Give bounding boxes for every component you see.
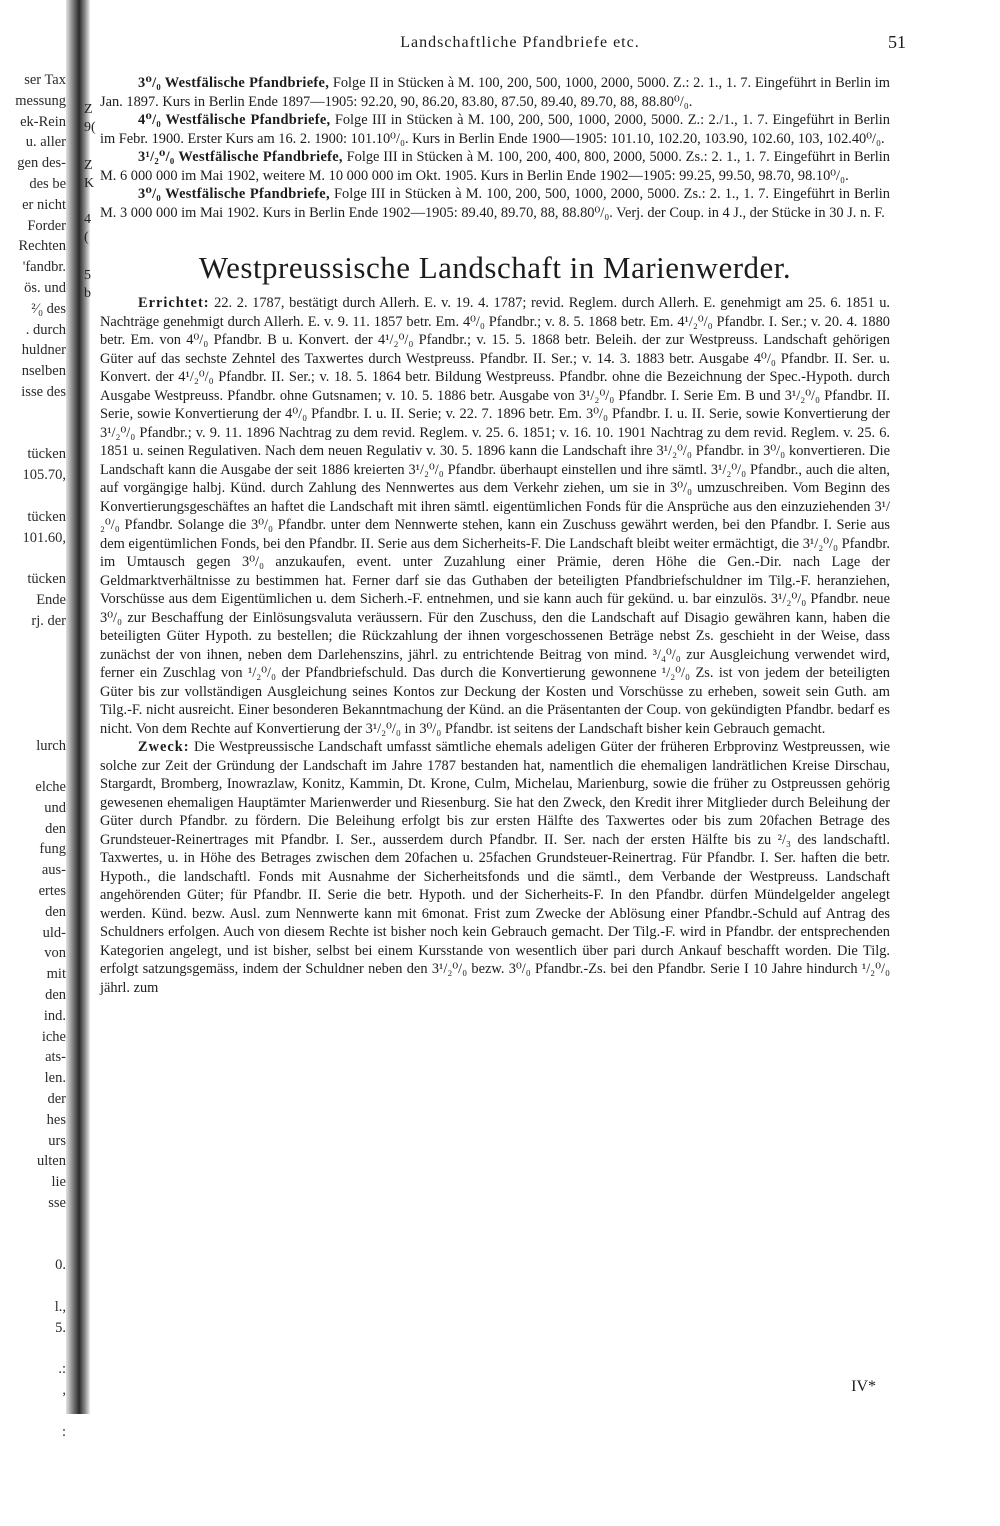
entry-westf-4pct-folge3	[100, 111, 890, 148]
previous-page-fragment: 105.70,	[22, 467, 66, 484]
previous-page-fragment: 5.	[55, 1319, 66, 1336]
running-title: Landschaftliche Pfandbriefe etc.	[400, 34, 640, 51]
previous-page-fragment: fung	[39, 841, 66, 858]
previous-page-fragment	[0, 1235, 66, 1256]
previous-page-fragment	[0, 403, 66, 424]
errichtet-label: Errichtet:	[138, 295, 210, 311]
previous-page-fragment: urs	[48, 1132, 66, 1149]
previous-page-fragment: .:	[58, 1361, 66, 1378]
previous-page-fragment: tücken	[27, 508, 66, 525]
previous-page-fragment	[0, 673, 66, 694]
margin-fragment: (	[84, 230, 89, 245]
entry-westf-3pct-folge3	[100, 185, 890, 222]
previous-page-fragment: gen des-	[17, 155, 66, 172]
page-content	[100, 74, 890, 997]
previous-page-fragment: und	[44, 799, 66, 816]
previous-page-fragment	[0, 632, 66, 653]
previous-page-fragment: huldner	[21, 342, 66, 359]
errichtet-text: 22. 2. 1787, bestätigt durch Allerh. E. v. 19. 4. 1787; revid. Reglem. durch Allerh. E. genehmigt am 25. 6. 1851 u. Nachträge genehmigt durch Allerh. E. v. 9. 11. 1857 betr. Em. 4⁰/₀ Pfandbr.; v. 8. 5. 1868 betr. Em. 4¹/₂⁰/₀ Pfandbr. I. Ser.; v. 20. 4. 1880 betr. Em. von 4⁰/₀ Pfandbr. B u. Konvert. der 4¹/₂⁰/₀ Pfandbr.; v. 15. 5. 1868 betr. Beleih. der zur Westpreuss. Landschaft gehörigen Güter auf das sechste Zehntel des Taxwertes durch Westpreuss. Pfandbr. II. Ser.; v. 14. 3. 1883 betr. Ausgabe 4⁰/₀ Pfandbr. II. Ser. u. Konvert. der 4¹/₂⁰/₀ Pfandbr. II. Ser.; v. 18. 5. 1864 betr. Bildung Westpreuss. Pfandbr. ohne die Bezeichnung der Spec.-Hypoth. durch Ausgabe Westpreuss. Pfandbr. ohne Gutsnamen; v. 10. 5. 1886 betr. Ausgabe von 3¹/₂⁰/₀ Pfandbr. I. Serie Em. B und 3¹/₂⁰/₀ Pfandbr. II. Serie, sowie Konvertierung der 4⁰/₀ Pfandbr. I. u. II. Serie; v. 22. 7. 1896 betr. Em. 3⁰/₀ Pfandbr. I. u. II. Serie, sowie Konvertierung der 3¹/₂⁰/₀ Pfandbr.; v. 9. 11. 1896 Nachtrag zu dem revid. Reglem. v. 25. 6. 1851; v. 16. 10. 1901 Nachtrag zu dem revid. Reglem. v. 25. 6. 1851 u. seinen Regulativen. Nach dem neuen Regulativ v. 30. 5. 1896 kann die Landschaft ihre 3¹/₂⁰/₀ Pfandbr. in 3⁰/₀ konvertieren. Die Landschaft kann die Ausgabe der seit 1886 kreierten 3¹/₂⁰/₀ Pfandbr. überhaupt einstellen und ihre sämtl. 3¹/₂⁰/₀ Pfandbr., auch die alten, auf vorgängige halbj. Künd. durch Zahlung des Nennwertes aus dem Verkehr ziehen, um sie in 3⁰/₀ umzuschreiben. Vom Beginn des Konvertierungsgeschäftes an haftet die Landschaft mit ihren sämtl. eigentümlichen Fonds für die Ansprüche aus den einzuziehenden 3¹/₂⁰/₀ Pfandbr. Solange die 3⁰/₀ Pfandbr. unter dem Nennwerte stehen, kann ein Zuschuss gewährt werden, bei den Pfandbr. I. Serie aus dem eigentümlichen Fonds, bei den Pfandbr. II. Serie aus dem Sicherheits-F. Die Landschaft bleibt weiter ermächtigt, die 3¹/₂⁰/₀ Pfandbr. im Umtausch gegen 3⁰/₀ anzukaufen, event. unter Zuzahlung einer Prämie, deren Höhe die Gen.-Dir. nach Lage der Geldmarktverhältnisse zu bestimmen hat. Ferner darf sie das Guthaben der beteiligten Pfandbriefschuldner im Tilg.-F. heranziehen, Vorschüsse aus dem Eigentümlichen u. dem Sicherh.-F. entnehmen, und sie kann auch für gekünd. u. bar einzulös. 3¹/₂⁰/₀ Pfandbr. neue 3⁰/₀ zur Beschaffung der Einlösungsvaluta veräussern. Für den Zuschuss, den die Landschaft auf Disagio gewähren kann, haben die beteiligten Güter Hypoth. zu bestellen; die Rückzahlung der ihnen vorgeschossenen Beträge nebst Zs. geschieht in der Weise, dass zunächst der von ihnen, neben dem Darlehenszins, jährl. zu entrichtende Beitrag von mind. ³/₄⁰/₀ zur Ausgleichung verwendet wird, ferner ein Zuschlag von ¹/₂⁰/₀ der Pfandbriefschuld. Das durch die Konvertierung gewonnene ¹/₂⁰/₀ Zs. ist von jedem der beteiligten Güter bis zur vollständigen Ausgleichung seines Kontos zur Deckung der Kosten und Vorschüsse zu erheben, soweit sein Guth. am Tilg.-F. nicht ausreicht. Einer besonderen Bekanntmachung der Künd. an die Präsentanten der Coup. von gekündigten Pfandbr. bedarf es nicht. Von dem Rechte auf Konvertierung der 3¹/₂⁰/₀ in 3⁰/₀ Pfandbr. ist seitens der Landschaft bisher kein Gebrauch gemacht.	[100, 295, 890, 737]
entry-westf-3half-folge3	[100, 148, 890, 185]
previous-page-fragment	[0, 756, 66, 777]
margin-fragment: 5	[84, 268, 91, 283]
previous-page-fragment: messung	[15, 92, 66, 109]
previous-page-fragment: . durch	[25, 321, 66, 338]
previous-page-fragment	[0, 1214, 66, 1235]
previous-page-fragment: :	[61, 1423, 66, 1440]
previous-page-fragment: ats-	[45, 1049, 66, 1066]
entry-westf-3pct-folge2	[100, 74, 890, 111]
entry-heading: 3⁰/₀ Westfälische Pfandbriefe,	[138, 186, 330, 202]
previous-page-fragment	[0, 424, 66, 445]
previous-page-fragment: u. aller	[25, 134, 66, 151]
entry-text: Folge II in Stücken à M. 100, 200, 500, 1000, 2000, 5000. Z.: 2. 1., 1. 7. Eingeführt in Berlin im Jan. 1897. Kurs in Berlin Ende 1897—1905: 92.20, 90, 86.20, 83.80, 87.50, 89.40, 89.70, 88, 88.80⁰/₀.	[100, 75, 890, 110]
zweck-text: Die Westpreussische Landschaft umfasst sämtliche ehemals adeligen Güter der früheren Erbprovinz Westpreussen, wie solche zur Zeit der Gründung der Landschaft im Jahre 1787 bestanden hat, namentlich die ehemaligen landrätlichen Kreise Dirschau, Stargardt, Bromberg, Inowrazlaw, Konitz, Kammin, Dt. Krone, Culm, Michelau, Marienburg, sowie die früher zu Ostpreussen gehörig gewesenen ehemaligen Hauptämter Marienwerder und Riesenburg. Sie hat den Zweck, den Kredit ihrer Mitglieder durch Beleihung der Güter durch Pfandbr. zu fördern. Die Beleihung erfolgt bis zur ersten Hälfte des Taxwertes oder bis zum 20fachen Betrage des Grundsteuer-Reinertrages mit Pfandbr. I. Ser., ausserdem durch Pfandbr. II. Ser. nach der ersten Hälfte bis zu ²/₃ des landschaftl. Taxwertes, u. in Höhe des Betrages zwischen dem 20fachen u. 25fachen Grundsteuer-Reinertrag. Für Pfandbr. I. Ser. haften die betr. Hypoth., die landschaftl. Fonds mit Ausnahme der Sicherheitsfonds und die sämtl., dem Verbande der Westpreuss. Landschaft angehörenden Güter; für Pfandbr. II. Serie die betr. Hypoth. und der Sicherheits-F. In den Pfandbr. dürfen Mündelgelder angelegt werden. Künd. bezw. Ausl. zum Nennwerte kann mit 6monat. Frist zum Zwecke der Ablösung einer Pfandbr.-Schuld auf Antrag des Schuldners erfolgen. Auch von diesem Rechte ist bisher noch kein Gebrauch gemacht. Der Tilg.-F. wird in Pfandbr. der entsprechenden Kategorien angelegt, und ist bisher, selbst bei einem Kursstande von wesentlich über pari durch Ankauf beschafft worden. Die Tilg. erfolgt satzungsgemäss, indem der Schuldner neben den 3¹/₂⁰/₀ bezw. 3⁰/₀ Pfandbr.-Zs. bei den Pfandbr. Serie I 10 Jahre hindurch ¹/₂⁰/₀ jährl. zum	[100, 739, 890, 996]
entry-text: Folge III in Stücken à M. 100, 200, 500, 1000, 2000, 5000. Z.: 2./1., 1. 7. Eingeführt in Berlin im Febr. 1900. Erster Kurs am 16. 2. 1900: 101.10⁰/₀. Kurs in Berlin Ende 1900—1905: 101.10, 102.20, 103.90, 102.60, 103, 102.40⁰/₀.	[100, 112, 890, 147]
previous-page-fragment	[0, 1463, 66, 1484]
entry-text: Folge III in Stücken à M. 100, 200, 400, 800, 2000, 5000. Zs.: 2. 1., 1. 7. Eingeführt in Berlin M. 6 000 000 im Mai 1902, weitere M. 10 000 000 im Okt. 1905. Kurs in Berlin Ende 1902—1905: 99.25, 99.50, 98.70, 98.10⁰/₀.	[100, 149, 890, 184]
previous-page-fragment: len.	[44, 1070, 66, 1087]
previous-page-fragment: tücken	[27, 571, 66, 588]
previous-page-fragment	[0, 1443, 66, 1464]
previous-page-fragment: iche	[41, 1028, 66, 1045]
previous-page-fragment: Ende	[36, 591, 66, 608]
previous-page-fragment	[0, 1401, 66, 1422]
previous-page-fragment: Rechten	[18, 238, 66, 255]
previous-page-fragment	[0, 486, 66, 507]
section-title: Westpreussische Landschaft in Marienwerder.	[198, 250, 792, 285]
previous-page-fragment: aus-	[41, 862, 66, 879]
margin-fragment: Z	[84, 158, 93, 173]
previous-page-fragment: isse des	[21, 383, 66, 400]
previous-page-fragment: ,	[62, 1382, 66, 1399]
previous-page-fragment: von	[44, 945, 66, 962]
previous-page-fragment: des be	[29, 175, 66, 192]
zweck-paragraph	[100, 738, 890, 997]
previous-page-fragment: Forder	[27, 217, 66, 234]
margin-fragment: b	[84, 286, 91, 301]
previous-page-fragment	[0, 694, 66, 715]
previous-page-fragment: den	[45, 987, 66, 1004]
previous-page-fragment: ser Tax	[24, 72, 66, 88]
previous-page-fragment: elche	[35, 779, 66, 796]
previous-page-fragment: ²⁄₀ des	[31, 300, 66, 317]
entry-text: Folge III in Stücken à M. 100, 200, 500, 1000, 2000, 5000. Zs.: 2. 1., 1. 7. Eingeführt in Berlin M. 3 000 000 im Mai 1902. Kurs in Berlin Ende 1902—1905: 89.40, 89.70, 88, 88.80⁰/₀. Verj. der Coup. in 4 J., der Stücke in 30 J. n. F.	[100, 186, 890, 221]
previous-page-fragment: nselben	[21, 363, 66, 380]
previous-page-fragment: mit	[46, 966, 66, 983]
previous-page-strip	[0, 70, 66, 1440]
entry-heading: 3¹/₂⁰/₀ Westfälische Pfandbriefe,	[138, 149, 343, 165]
errichtet-paragraph	[100, 294, 890, 738]
previous-page-fragment: 'fandbr.	[22, 259, 66, 276]
previous-page-fragment	[0, 652, 66, 673]
previous-page-fragment: den	[45, 820, 66, 837]
previous-page-fragment: tücken	[27, 446, 66, 463]
previous-page-fragment: ertes	[38, 883, 66, 900]
previous-page-fragment	[0, 1339, 66, 1360]
previous-page-fragment	[0, 715, 66, 736]
previous-page-fragment: 101.60,	[22, 529, 66, 546]
previous-page-fragment	[0, 548, 66, 569]
page-signature: IV*	[851, 1378, 876, 1395]
previous-page-fragment: sse	[48, 1195, 66, 1212]
previous-page-fragment: ind.	[43, 1007, 66, 1024]
previous-page-fragment: l.,	[54, 1299, 66, 1316]
page-number: 51	[888, 32, 906, 52]
previous-page-fragment	[0, 1484, 66, 1505]
previous-page-fragment: rj. der	[31, 612, 66, 629]
previous-page-fragment: hes	[46, 1111, 66, 1128]
previous-page-fragment: ös. und	[24, 279, 66, 296]
previous-page-fragment: 0.	[55, 1257, 66, 1274]
previous-page-fragment	[0, 1505, 66, 1526]
previous-page-fragment: uld-	[42, 924, 66, 941]
previous-page-fragment: ek-Rein	[20, 113, 66, 130]
previous-page-fragment: er nicht	[22, 196, 66, 213]
previous-page-fragment: ulten	[37, 1153, 66, 1170]
previous-page-fragment: den	[45, 903, 66, 920]
previous-page-fragment	[0, 1276, 66, 1297]
zweck-label: Zweck:	[138, 739, 190, 755]
margin-fragment: K	[84, 176, 95, 191]
entry-heading: 4⁰/₀ Westfälische Pfandbriefe,	[138, 112, 331, 128]
entry-heading: 3⁰/₀ Westfälische Pfandbriefe,	[138, 75, 330, 91]
previous-page-fragment: lurch	[36, 737, 66, 754]
margin-fragment: 9(	[84, 120, 96, 135]
margin-fragment: Z	[84, 102, 93, 117]
previous-page-fragment: lie	[51, 1174, 66, 1191]
previous-page-fragment: der	[47, 1091, 66, 1108]
margin-fragment: 4	[84, 212, 91, 227]
